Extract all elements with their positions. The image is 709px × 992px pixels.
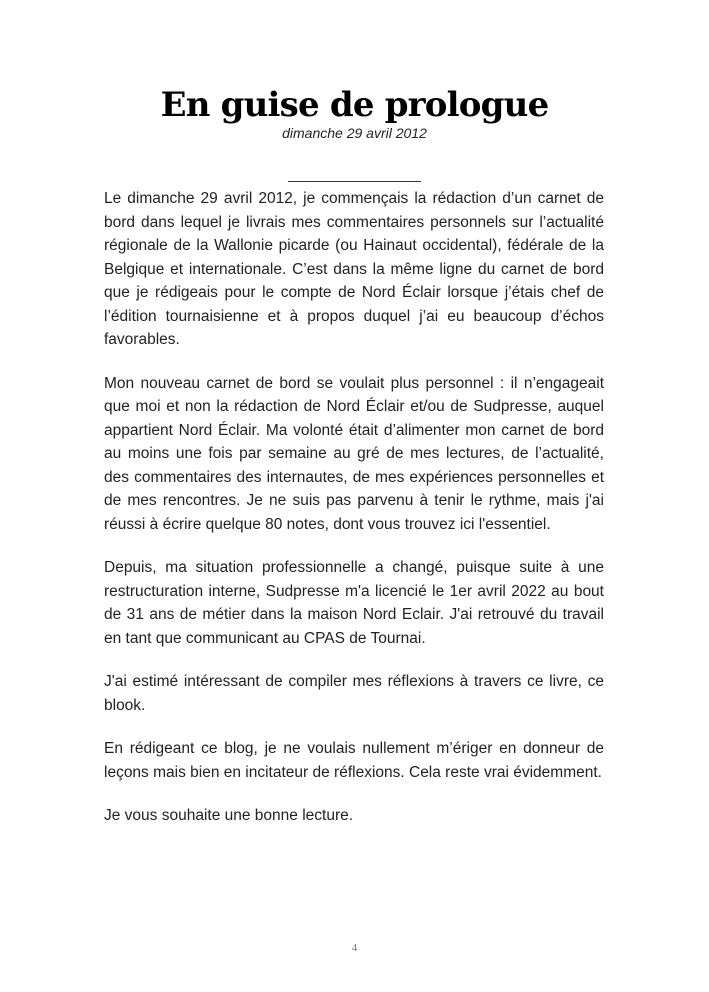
page-title: En guise de prologue [160,85,549,125]
separator-rule [288,181,421,182]
paragraph: Le dimanche 29 avril 2012, je commençais la rédaction d’un carnet de bord dans lequel je livrais mes commentaires personnels sur l’actualité régionale de la Wallonie picarde (ou Hainaut occidental), fédérale de la Belgique et internationale. C’est dans la même ligne du carnet de bord que je rédigeais pour le compte de Nord Éclair lorsque j’étais chef de l’édition tournaisienne et à propos duquel j’ai eu beaucoup d’échos favorables. [104,190,604,348]
body-text [104,187,604,848]
paragraph: Je vous souhaite une bonne lecture. [104,807,354,824]
paragraph: Depuis, ma situation professionnelle a changé, puisque suite à une restructuration interne, Sudpresse m'a licencié le 1er avril 2022 au bout de 31 ans de métier dans la maison Nord Eclair. J'ai retrouvé du travail en tant que communicant au CPAS de Tournai. [104,559,604,647]
paragraph: En rédigeant ce blog, je ne voulais nullement m’ériger en donneur de leçons mais bien en incitateur de réflexions. Cela reste vrai évidemment. [104,740,604,781]
paragraph: Mon nouveau carnet de bord se voulait plus personnel : il n’engageait que moi et non la rédaction de Nord Éclair et/ou de Sudpresse, auquel appartient Nord Éclair. Ma volonté était d’alimenter mon carnet de bord au moins une fois par semaine au gré de mes lectures, de l’actualité, des commentaires des internautes, de mes expériences personnelles et de mes rencontres. Je ne suis pas parvenu à tenir le rythme, mais j'ai réussi à écrire quelque 80 notes, dont vous trouvez ici l'essentiel. [104,374,604,533]
page-number: 4 [351,942,358,954]
paragraph: J'ai estimé intéressant de compiler mes réflexions à travers ce livre, ce blook. [104,673,604,714]
page-subtitle-date: dimanche 29 avril 2012 [282,125,427,141]
